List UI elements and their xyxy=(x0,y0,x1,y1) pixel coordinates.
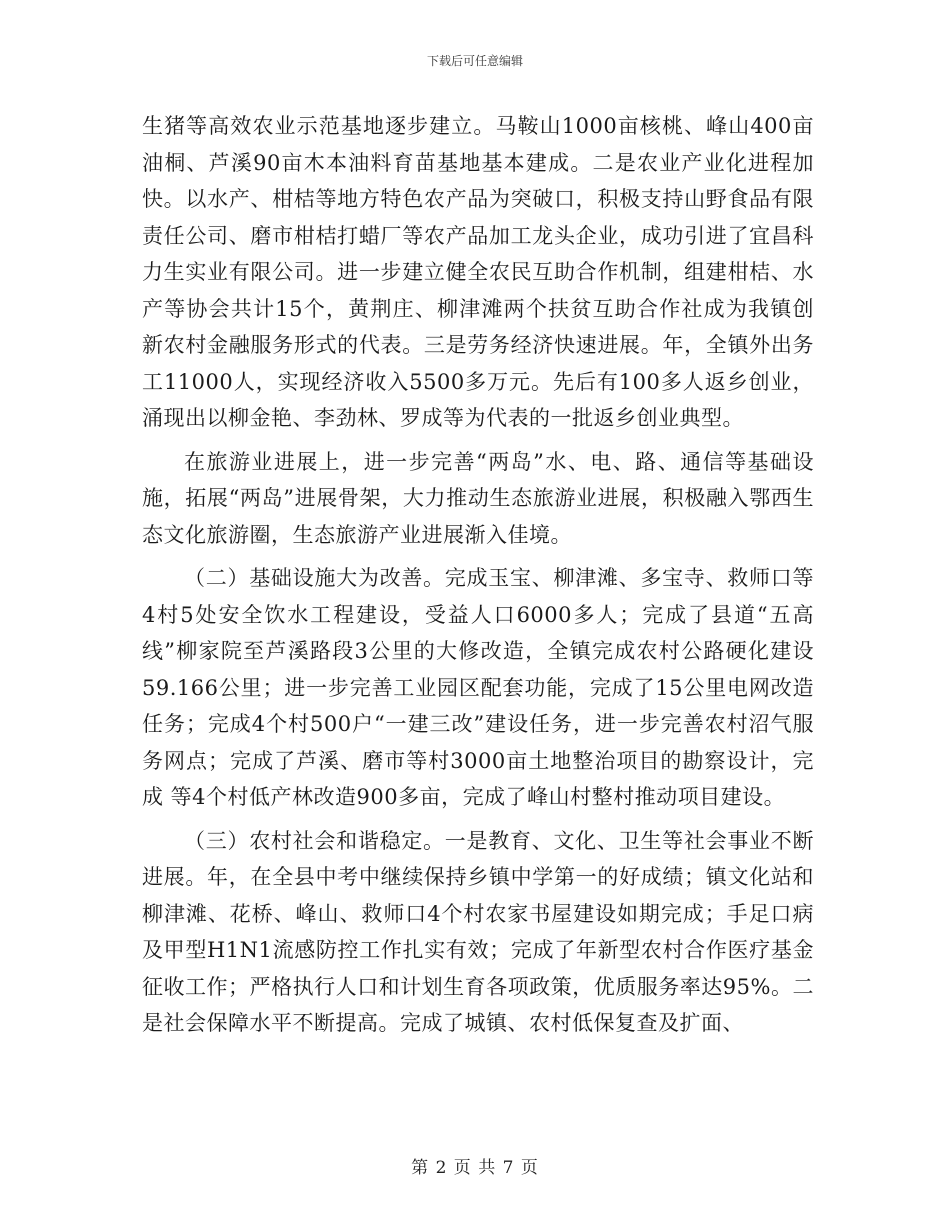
page-header: 下载后可任意编辑 xyxy=(426,54,523,68)
paragraph-1: 生猪等高效农业示范基地逐步建立。马鞍山1000亩核桃、峰山400亩油桐、芦溪90亩木本油料育苗基地基本建成。二是农业产业化进程加快。以水产、柑桔等地方特色农产品为突破口，积极支持山野食品有限责任公司、磨市柑桔打蜡厂等农产品加工龙头企业，成功引进了宜昌科力生实业有限公司。进一步建立健全农民互助合作机制，组建柑桔、水产等协会共计15个，黄荆庄、柳津滩两个扶贫互助合作社成为我镇创新农村金融服务形式的代表。三是劳务经济快速进展。年，全镇外出务工11000人，实现经济收入5500多万元。先后有100多人返乡创业，涌现出以柳金艳、李劲林、罗成等为代表的一批返乡创业典型。 xyxy=(142,114,814,430)
document-body xyxy=(142,108,814,1049)
page-number-footer: 第 2 页 共 7 页 xyxy=(411,1158,539,1178)
paragraph-2: 在旅游业进展上，进一步完善“两岛”水、电、路、通信等基础设施，拓展“两岛”进展骨架，大力推动生态旅游业进展，积极融入鄂西生态文化旅游圈，生态旅游产业进展渐入佳境。 xyxy=(142,449,814,547)
paragraph-4: （三）农村社会和谐稳定。一是教育、文化、卫生等社会事业不断进展。年，在全县中考中继续保持乡镇中学第一的好成绩；镇文化站和柳津滩、花桥、峰山、救师口4个村农家书屋建设如期完成；手足口病及甲型H1N1流感防控工作扎实有效；完成了年新型农村合作医疗基金征收工作；严格执行人口和计划生育各项政策，优质服务率达95%。二是社会保障水平不断提高。完成了城镇、农村低保复查及扩面、 xyxy=(142,828,814,1035)
paragraph-3: （二）基础设施大为改善。完成玉宝、柳津滩、多宝寺、救师口等4村5处安全饮水工程建设，受益人口6000多人；完成了县道“五高线”柳家院至芦溪路段3公里的大修改造，全镇完成农村公路硬化建设59.166公里；进一步完善工业园区配套功能，完成了15公里电网改造任务；完成4个村500户“一建三改”建设任务，进一步完善农村沼气服务网点；完成了芦溪、磨市等村3000亩土地整治项目的勘察设计，完成 等4个村低产林改造900多亩，完成了峰山村整村推动项目建设。 xyxy=(142,566,814,809)
